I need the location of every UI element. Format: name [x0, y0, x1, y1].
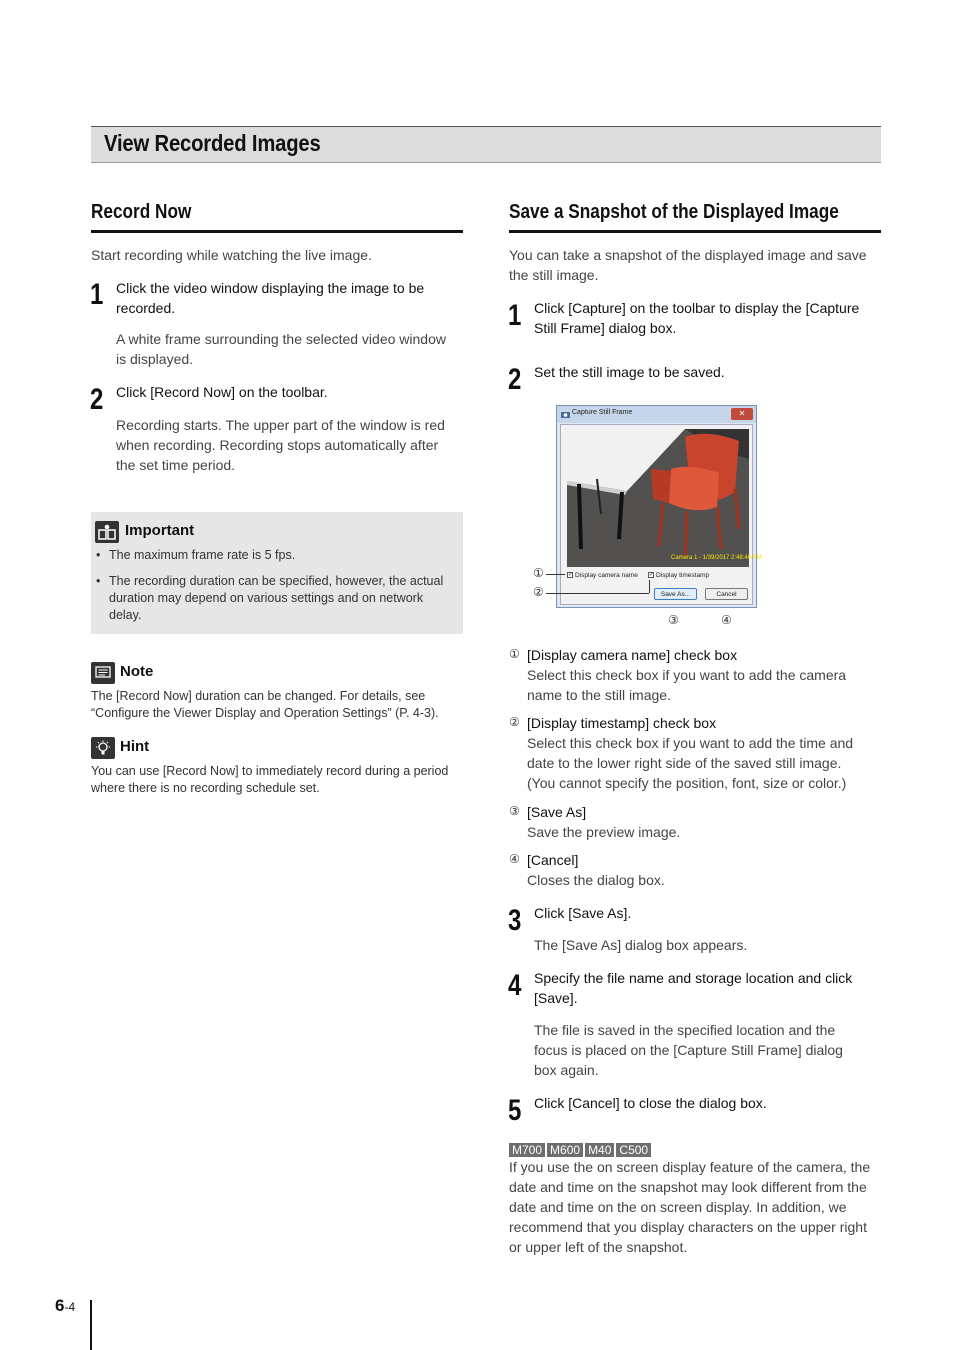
item-description: name to the still image. [527, 687, 671, 703]
note-text: The [Record Now] duration can be changed. For details, see [91, 689, 426, 703]
hint-text: where there is no recording schedule set. [91, 781, 320, 795]
callout-2: ② [533, 585, 544, 599]
step-number: 1 [90, 278, 104, 311]
note-paragraph: recommend that you display characters on the upper right [509, 1219, 867, 1235]
snapshot-heading: Save a Snapshot of the Displayed Image [509, 201, 839, 223]
callout-line [649, 580, 650, 593]
step-text: recorded. [116, 300, 176, 316]
item-number: ② [509, 715, 520, 729]
dialog-title: Capture Still Frame [572, 409, 633, 416]
page-title: View Recorded Images [104, 130, 321, 156]
hint-title: Hint [120, 738, 150, 755]
item-title: [Display camera name] check box [527, 647, 738, 663]
item-description: Save the preview image. [527, 824, 681, 840]
note-paragraph: date and time on the snapshot may look different from the [509, 1179, 867, 1195]
model-badge: M600 [547, 1143, 583, 1157]
dialog-titlebar [557, 406, 756, 423]
item-title: [Cancel] [527, 852, 579, 868]
note-icon [91, 662, 115, 684]
important-title: Important [125, 522, 195, 539]
item-description: Select this check box if you want to add the time and [527, 735, 854, 751]
capture-still-frame-dialog [556, 405, 762, 608]
step-desc: A white frame surrounding the selected video window [116, 331, 446, 347]
checkbox-label: Display camera name [575, 572, 638, 579]
hint-text: You can use [Record Now] to immediately record during a period [91, 764, 449, 778]
page-suffix: -4 [64, 1300, 76, 1314]
step-text: Click [Record Now] on the toolbar. [116, 384, 328, 400]
display-camera-name-checkbox[interactable] [567, 572, 638, 579]
model-badge: M700 [509, 1143, 545, 1157]
heading-rule [91, 230, 463, 233]
step-number: 2 [508, 363, 522, 396]
note-text: “Configure the Viewer Display and Operation Settings” (P. 4-3). [91, 706, 439, 720]
note-title: Note [120, 663, 154, 680]
checkbox-label: Display timestamp [656, 572, 710, 579]
record-now-heading: Record Now [91, 201, 192, 223]
note-paragraph: date and time on the on screen display. In addition, we [509, 1199, 847, 1215]
step-text: Click the video window displaying the image to be [116, 280, 425, 296]
dialog-close-button[interactable]: ✕ [731, 408, 753, 420]
callout-4: ④ [721, 613, 732, 627]
important-item: duration may depend on various settings and on network [109, 591, 424, 605]
step-number: 5 [508, 1094, 522, 1127]
important-box [91, 512, 463, 634]
camera-icon [561, 410, 570, 419]
important-item: The recording duration can be specified, however, the actual [109, 574, 444, 588]
save-as-button[interactable]: Save As... [654, 588, 697, 600]
step-desc: The [Save As] dialog box appears. [534, 937, 748, 953]
step-desc: when recording. Recording stops automatically after [116, 437, 439, 453]
item-title: [Display timestamp] check box [527, 715, 717, 731]
record-now-intro: Start recording while watching the live image. [91, 247, 372, 263]
display-timestamp-checkbox[interactable] [648, 572, 709, 579]
important-icon [95, 521, 119, 543]
step-text: Specify the file name and storage location and click [534, 970, 853, 986]
step-number: 4 [508, 969, 522, 1002]
footer-rule [90, 1300, 92, 1350]
step-number: 3 [508, 904, 522, 937]
callout-line [546, 574, 565, 575]
section-title-bar [91, 126, 881, 163]
checkbox-box[interactable]: ✓ [568, 572, 574, 579]
item-description: (You cannot specify the position, font, size or color.) [527, 775, 847, 791]
model-badge: M40 [585, 1143, 614, 1157]
step-desc: Recording starts. The upper part of the window is red [116, 417, 445, 433]
dialog-body [560, 424, 762, 605]
preview-image [567, 429, 762, 567]
step-desc: The file is saved in the specified location and the [534, 1022, 836, 1038]
item-number: ③ [509, 804, 520, 818]
item-title: [Save As] [527, 804, 587, 820]
bullet-dot: • [96, 548, 101, 562]
step-desc: the set time period. [116, 457, 236, 473]
page-number [55, 1296, 75, 1316]
step-text: [Save]. [534, 990, 578, 1006]
item-description: Closes the dialog box. [527, 872, 665, 888]
timestamp-overlay: Camera 1 - 1/39/2017 2:48:46 PM [671, 555, 762, 561]
note-paragraph: or upper left of the snapshot. [509, 1239, 688, 1255]
item-description: Select this check box if you want to add the camera [527, 667, 847, 683]
step-text: Click [Capture] on the toolbar to display the [Capture [534, 300, 860, 316]
step-desc: box again. [534, 1062, 599, 1078]
important-item: The maximum frame rate is 5 fps. [109, 548, 296, 562]
cancel-button[interactable]: Cancel [705, 588, 748, 600]
step-text: Click [Save As]. [534, 905, 632, 921]
callout-1: ① [533, 566, 544, 580]
bullet-dot: • [96, 574, 101, 588]
hint-icon [91, 737, 115, 759]
heading-rule [509, 230, 881, 233]
checkbox-box[interactable]: ✓ [649, 572, 655, 579]
step-number: 2 [90, 383, 104, 416]
step-desc: focus is placed on the [Capture Still Frame] dialog [534, 1042, 843, 1058]
note-paragraph: If you use the on screen display feature of the camera, the [509, 1159, 871, 1175]
important-item: delay. [109, 608, 142, 622]
step-text: Still Frame] dialog box. [534, 320, 677, 336]
snapshot-intro: You can take a snapshot of the displayed image and save [509, 247, 867, 263]
item-description: date to the lower right side of the saved still image. [527, 755, 842, 771]
item-number: ① [509, 647, 520, 661]
step-number: 1 [508, 299, 522, 332]
step-text: Set the still image to be saved. [534, 364, 725, 380]
step-desc: is displayed. [116, 351, 194, 367]
step-text: Click [Cancel] to close the dialog box. [534, 1095, 767, 1111]
callout-3: ③ [668, 613, 679, 627]
item-number: ④ [509, 852, 520, 866]
model-badge: C500 [616, 1143, 651, 1157]
chapter-number: 6 [55, 1296, 65, 1315]
callout-line [546, 593, 649, 594]
snapshot-intro: the still image. [509, 267, 599, 283]
